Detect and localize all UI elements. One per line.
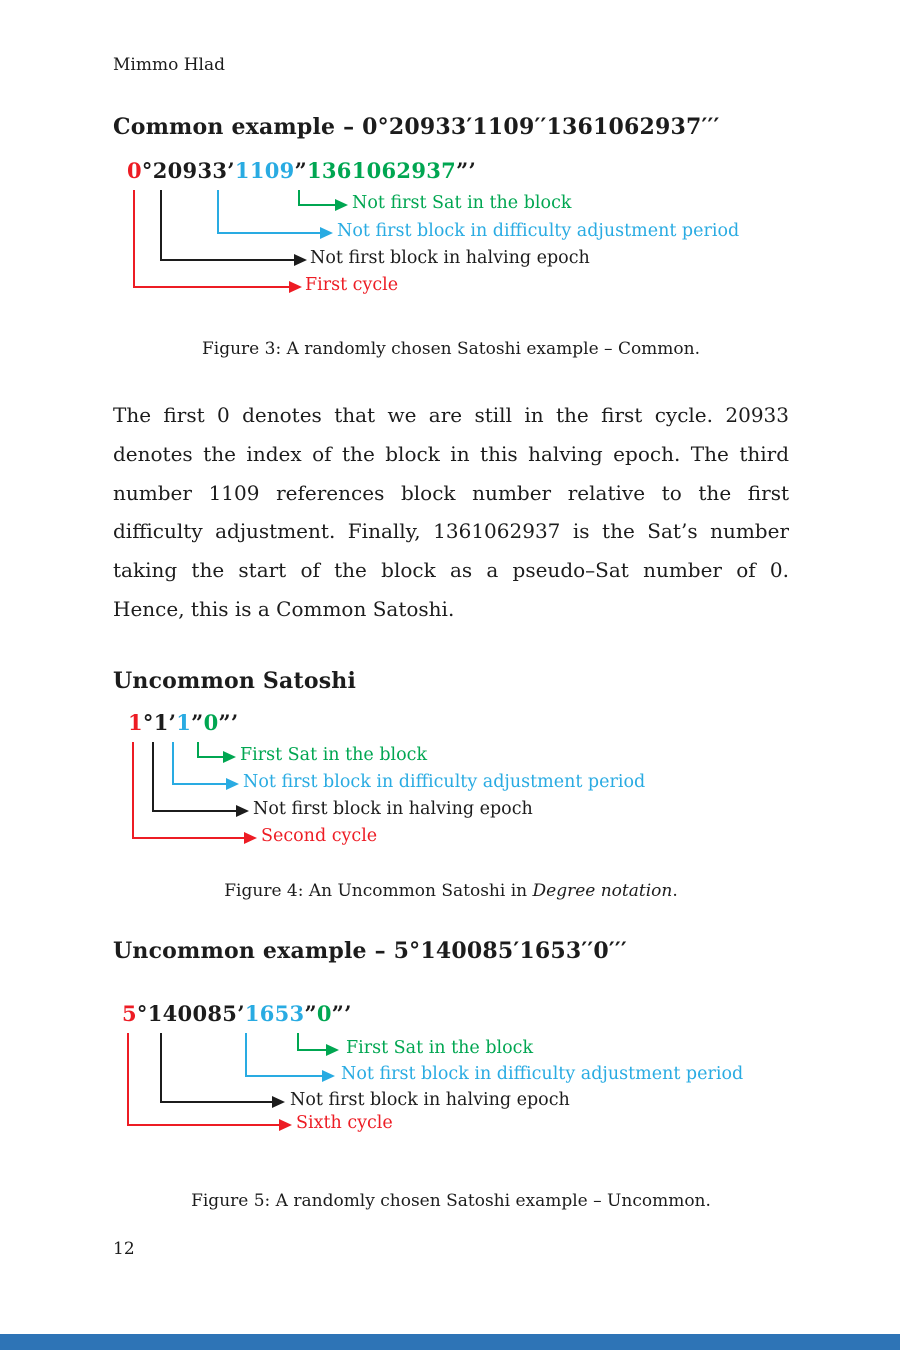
notation-epoch: °20933’ xyxy=(141,158,235,183)
arrowhead-icon xyxy=(244,832,257,844)
notation-period: 1 xyxy=(176,710,192,735)
notation-period: 1109 xyxy=(234,158,295,183)
notation-cycle: 1 xyxy=(128,710,143,735)
section-heading-common-example: Common example – 0°20933′1109′′1361062937′′′ xyxy=(113,114,720,140)
diagram-label-difficulty: Not first block in difficulty adjustment period xyxy=(243,772,646,792)
section-heading-uncommon-example: Uncommon example – 5°140085′1653′′0′′′ xyxy=(113,938,627,964)
satoshi-notation-common xyxy=(127,158,476,183)
diagram-label-halving: Not first block in halving epoch xyxy=(290,1090,570,1110)
caption-text: Figure 4: An Uncommon Satoshi in xyxy=(224,881,533,901)
diagram-label-difficulty: Not first block in difficulty adjustment period xyxy=(337,221,740,241)
satoshi-notation-uncommon-example xyxy=(122,1001,352,1026)
arrowhead-icon xyxy=(223,751,236,763)
satoshi-notation-uncommon xyxy=(128,710,238,735)
page-number: 12 xyxy=(113,1239,135,1259)
paragraph-line: difficulty adjustment. Finally, 1361062937 is the Sat’s number xyxy=(113,519,789,544)
paragraph-line: The first 0 denotes that we are still in the first cycle. 20933 xyxy=(113,403,789,427)
connector-vline-difficulty xyxy=(217,190,219,234)
connector-hline-sat xyxy=(297,1049,326,1051)
paragraph-line: denotes the index of the block in this halving epoch. The third xyxy=(113,441,789,466)
connector-hline-cycle xyxy=(127,1124,279,1126)
connector-hline-sat xyxy=(197,756,223,758)
notation-quote: ”’ xyxy=(331,1001,352,1026)
connector-vline-cycle xyxy=(127,1033,129,1126)
section-heading-uncommon-satoshi: Uncommon Satoshi xyxy=(113,668,357,694)
connector-hline-cycle xyxy=(133,286,289,288)
notation-quote: ” xyxy=(304,1001,317,1026)
diagram-label-halving: Not first block in halving epoch xyxy=(253,799,533,819)
arrowhead-icon xyxy=(226,778,239,790)
connector-hline-difficulty xyxy=(245,1075,322,1077)
figure-3-caption: Figure 3: A randomly chosen Satoshi example – Common. xyxy=(201,339,701,359)
notation-cycle: 5 xyxy=(122,1001,137,1026)
notation-sat: 1361062937 xyxy=(306,158,457,183)
connector-vline-cycle xyxy=(133,190,135,288)
diagram-label-difficulty: Not first block in difficulty adjustment period xyxy=(341,1064,744,1084)
connector-hline-difficulty xyxy=(172,783,226,785)
connector-vline-difficulty xyxy=(172,742,174,785)
arrowhead-icon xyxy=(335,199,348,211)
arrowhead-icon xyxy=(294,254,307,266)
notation-quote: ” xyxy=(294,158,307,183)
diagram-label-cycle: First cycle xyxy=(305,275,399,295)
body-paragraph xyxy=(113,396,789,629)
figure-5-caption: Figure 5: A randomly chosen Satoshi example – Uncommon. xyxy=(191,1191,711,1211)
caption-italic-text: Degree notation xyxy=(532,881,673,901)
footer-bar xyxy=(0,1334,900,1350)
author-header: Mimmo Hlad xyxy=(113,55,226,75)
notation-quote: ” xyxy=(191,710,204,735)
connector-vline-halving xyxy=(152,742,154,812)
diagram-label-sat: First Sat in the block xyxy=(346,1038,534,1058)
connector-hline-difficulty xyxy=(217,232,320,234)
connector-hline-halving xyxy=(160,259,294,261)
arrowhead-icon xyxy=(326,1044,339,1056)
notation-cycle: 0 xyxy=(127,158,142,183)
notation-epoch: °1’ xyxy=(142,710,177,735)
diagram-label-sat: First Sat in the block xyxy=(240,745,428,765)
connector-hline-halving xyxy=(160,1101,272,1103)
paragraph-line: taking the start of the block as a pseudo–Sat number of 0. xyxy=(113,558,789,583)
paragraph-line: Hence, this is a Common Satoshi. xyxy=(113,596,455,621)
arrowhead-icon xyxy=(279,1119,292,1131)
arrowhead-icon xyxy=(320,227,333,239)
arrowhead-icon xyxy=(289,281,302,293)
paragraph-line: number 1109 references block number relative to the first xyxy=(113,480,789,505)
arrowhead-icon xyxy=(236,805,249,817)
notation-period: 1653 xyxy=(244,1001,305,1026)
connector-vline-halving xyxy=(160,190,162,261)
connector-hline-cycle xyxy=(132,837,244,839)
notation-quote: ”’ xyxy=(456,158,477,183)
connector-vline-cycle xyxy=(132,742,134,839)
arrowhead-icon xyxy=(272,1096,285,1108)
diagram-label-halving: Not first block in halving epoch xyxy=(310,248,590,268)
connector-hline-sat xyxy=(298,204,335,206)
caption-text: . xyxy=(672,881,678,901)
diagram-label-sat: Not first Sat in the block xyxy=(352,193,572,213)
diagram-label-cycle: Second cycle xyxy=(261,826,378,846)
diagram-label-cycle: Sixth cycle xyxy=(296,1113,393,1133)
notation-quote: ”’ xyxy=(218,710,239,735)
connector-hline-halving xyxy=(152,810,236,812)
figure-4-caption xyxy=(113,881,789,901)
arrowhead-icon xyxy=(322,1070,335,1082)
connector-vline-halving xyxy=(160,1033,162,1103)
notation-epoch: °140085’ xyxy=(136,1001,245,1026)
notation-sat: 0 xyxy=(203,710,219,735)
notation-sat: 0 xyxy=(316,1001,332,1026)
connector-vline-difficulty xyxy=(245,1033,247,1077)
